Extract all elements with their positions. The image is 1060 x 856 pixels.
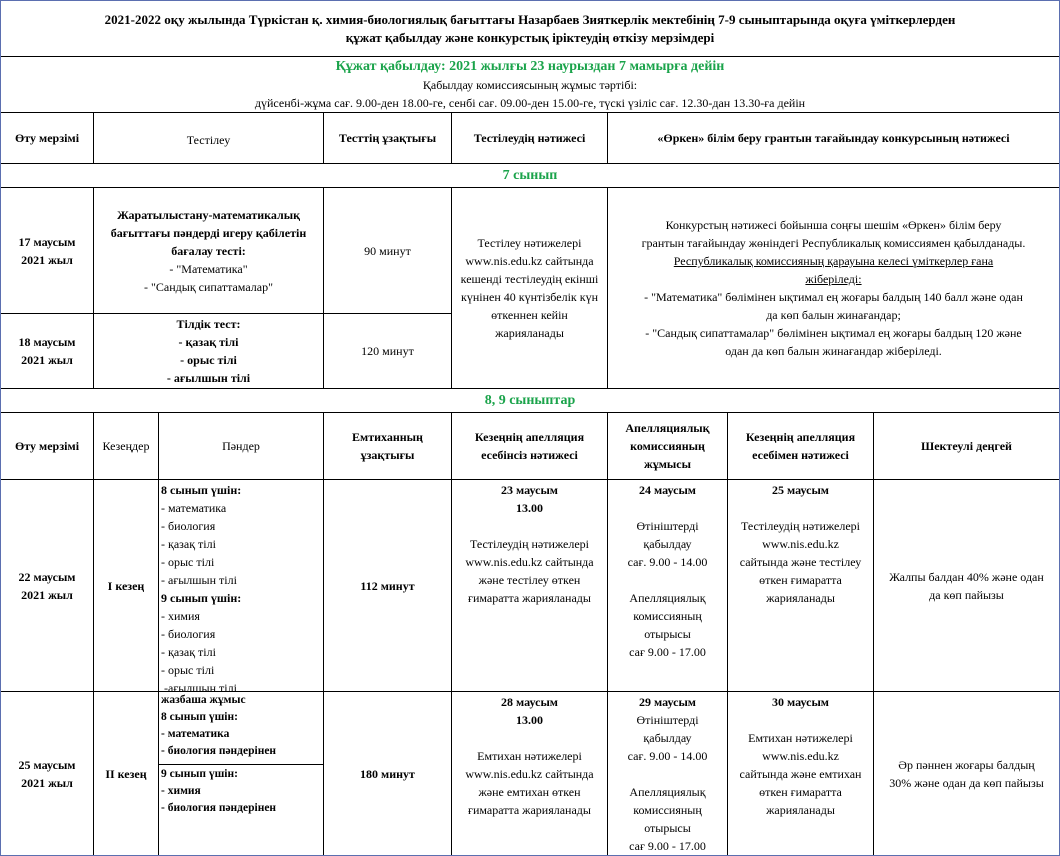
s1-appeal-line: қабылдау <box>643 537 692 551</box>
g7-row2-duration-text: 120 минут <box>361 344 414 358</box>
g7-row2-test <box>93 313 324 389</box>
s1-result2-line: www.nis.edu.kz <box>762 537 839 551</box>
s2-appeal-line: отырысы <box>644 821 691 835</box>
s2-subjects-header: жазбаша жұмыс <box>161 694 246 706</box>
s1-appeal-line: Апелляциялық <box>629 591 706 605</box>
g7-result-line: күнінен 40 күнтізбелік күн <box>460 290 598 304</box>
g7-row1-duration-text: 90 минут <box>364 243 411 258</box>
s1-result1-line: ғимаратта жарияланады <box>468 591 591 605</box>
s1-g8-item: - қазақ тілі <box>161 537 216 551</box>
g7-row2-test-item-2: - орыс тілі <box>180 353 237 367</box>
s1-g8-item: - математика <box>161 501 227 515</box>
g89-header-appeal-l2: комиссияның <box>630 439 705 453</box>
g89-header-subjects-text: Пәндер <box>222 439 260 453</box>
g7-row1-duration <box>323 187 452 314</box>
s1-result2-line: өткен ғимаратта <box>759 573 842 587</box>
g7-result-line: кешенді тестілеудің екінші <box>460 272 599 286</box>
s2-date-l2: 2021 жыл <box>21 775 73 790</box>
s2-threshold-l1: Әр пәннен жоғары балдың <box>898 757 1035 772</box>
s1-result-appeal <box>727 479 874 692</box>
g89-header-stage-text: Кезеңдер <box>102 439 150 453</box>
s2-result1-date: 28 маусым <box>501 695 558 709</box>
intake-headline: Құжат қабылдау: 2021 жылғы 23 наурыздан 7 мамырға дейін <box>335 58 725 74</box>
s1-appeal-line: комиссияның <box>633 609 702 623</box>
s1-threshold <box>873 479 1060 692</box>
g7-grant-line: - "Сандық сипаттамалар" бөлімінен ықтимал ең жоғары балдың 120 және <box>645 326 1022 340</box>
document-title <box>0 0 1060 57</box>
g89-header-result-no-appeal-l1: Кезеңнің апелляция <box>474 430 585 444</box>
g7-result-line: Тестілеу нәтижелері <box>477 236 582 250</box>
s2-result1-line: www.nis.edu.kz сайтында <box>465 767 594 781</box>
g7-grant-line: - "Математика" бөлімінен ықтимал ең жоғары балдың 140 балл және одан <box>644 290 1023 304</box>
section-grade-7-label: 7 сынып <box>502 167 558 183</box>
g89-header-appeal-l1: Апелляциялық <box>625 421 710 435</box>
s1-g9-item: - химия <box>161 609 200 623</box>
g89-header-stage <box>93 412 159 480</box>
s1-g8-item: - орыс тілі <box>161 555 215 569</box>
s1-g8-item: - биология <box>161 519 216 533</box>
g7-row1-date-l2: 2021 жыл <box>21 252 73 267</box>
title-line-1: 2021-2022 оқу жылында Түркістан қ. химия-биологиялық бағыттағы Назарбаев Зияткерлік мектебінің 7-9 сыныптарында оқуға үміткерлерден <box>104 11 956 27</box>
g7-row1-test-item-2: - "Сандық сипаттамалар" <box>144 279 273 294</box>
s2-appeal-line: Өтініштерді <box>636 713 699 727</box>
g7-grant-line: Конкурстың нәтижесі бойынша соңғы шешім «Өркен» білім беру <box>665 218 1002 232</box>
s1-date <box>0 479 94 692</box>
s2-result2-line: Емтихан нәтижелері <box>748 731 853 745</box>
s2-stage-text: ІІ кезең <box>105 766 147 781</box>
g7-header-test <box>93 112 324 164</box>
s1-appeal <box>607 479 728 692</box>
s1-result2-line: жарияланады <box>766 591 835 605</box>
g89-header-appeal <box>607 412 728 480</box>
g89-header-subjects <box>158 412 324 480</box>
s1-subjects <box>158 479 324 692</box>
g7-row1-date <box>0 187 94 314</box>
g89-header-duration-l1: Емтиханның <box>352 430 423 444</box>
s2-date <box>0 691 94 856</box>
s1-appeal-line: отырысы <box>644 627 691 641</box>
g7-grant-line-underlined: Республикалық комиссияның қарауына келесі үміткерлер ғана <box>673 254 994 268</box>
g7-header-grant-text: «Өркен» білім беру грантын тағайындау конкурсының нәтижесі <box>657 131 1010 145</box>
s1-stage-text: І кезең <box>107 578 145 593</box>
s2-result1-line: және емтихан өткен <box>478 785 581 799</box>
s1-result1-date: 23 маусым <box>501 483 558 497</box>
s1-appeal-line: Өтініштерді <box>636 519 699 533</box>
s1-date-l1: 22 маусым <box>18 569 76 584</box>
g7-header-result-text: Тестілеудің нәтижесі <box>473 131 586 145</box>
g7-row2-duration <box>323 313 452 389</box>
s2-result2-line: www.nis.edu.kz <box>762 749 839 763</box>
s1-g9-title: 9 сынып үшін: <box>161 591 242 605</box>
g7-grant-line: грантын тағайындау жөніндегі Республикалық комиссиямен қабылданады. <box>641 236 1026 250</box>
s2-g9-item: - биология пәндерінен <box>161 802 277 814</box>
intake-section <box>0 56 1060 113</box>
g7-row2-test-item-3: - ағылшын тілі <box>166 371 251 385</box>
g7-row1-test-title-l3: бағалау тесті: <box>171 243 246 258</box>
s2-result2-line: сайтында және емтихан <box>739 767 862 781</box>
s2-result1-line: ғимаратта жарияланады <box>468 803 591 817</box>
s1-result1-line: www.nis.edu.kz сайтында <box>465 555 594 569</box>
s1-stage <box>93 479 159 692</box>
s1-appeal-line: сағ 9.00 - 17.00 <box>629 645 706 659</box>
s2-g8-item: - математика <box>161 728 230 740</box>
s1-result1-line: және тестілеу өткен <box>478 573 581 587</box>
s1-result-no-appeal <box>451 479 608 692</box>
s2-g8-item: - биология пәндерінен <box>161 745 277 757</box>
s1-duration <box>323 479 452 692</box>
g7-row1-test-title-l2: бағыттағы пәндерді игеру қабілетін <box>110 225 307 240</box>
s2-result2-line: өткен ғимаратта <box>759 785 842 799</box>
s1-result2-line: сайтында және тестілеу <box>739 555 862 569</box>
section-grade-7 <box>0 163 1060 188</box>
s2-date-l1: 25 маусым <box>18 757 76 772</box>
g89-header-result-appeal <box>727 412 874 480</box>
g7-header-test-text: Тестілеу <box>186 133 231 147</box>
g89-header-threshold-text: Шектеулі деңгей <box>921 439 1012 453</box>
s2-appeal-line: сағ. 9.00 - 14.00 <box>627 749 708 763</box>
g7-row1-date-l1: 17 маусым <box>18 234 76 249</box>
g89-header-duration <box>323 412 452 480</box>
s2-result1-line: Емтихан нәтижелері <box>477 749 582 763</box>
intake-schedule-title: Қабылдау комиссиясының жұмыс тәртібі: <box>422 77 638 92</box>
s2-subjects-g8 <box>158 691 324 765</box>
g7-header-duration <box>323 112 452 164</box>
s1-result2-line: Тестілеудің нәтижелері <box>740 519 861 533</box>
s2-result-appeal <box>727 691 874 856</box>
s2-appeal <box>607 691 728 856</box>
s2-threshold <box>873 691 1060 856</box>
s1-g8-item: - ағылшын тілі <box>161 573 237 587</box>
g7-result-line: жарияланады <box>495 326 564 340</box>
g7-header-result <box>451 112 608 164</box>
s1-duration-text: 112 минут <box>360 578 415 593</box>
s1-g9-item: - қазақ тілі <box>161 645 216 659</box>
s1-result2-date: 25 маусым <box>772 483 829 497</box>
g89-header-threshold <box>873 412 1060 480</box>
g7-row2-date-l2: 2021 жыл <box>21 353 73 367</box>
g7-row2-date-l1: 18 маусым <box>18 335 76 349</box>
s2-g8-title: 8 сынып үшін: <box>161 711 238 723</box>
section-grade-8-9-label: 8, 9 сыныптар <box>484 392 576 408</box>
s2-appeal-line: сағ 9.00 - 17.00 <box>629 839 706 853</box>
g89-header-result-no-appeal-l2: есебінсіз нәтижесі <box>481 448 578 462</box>
s2-result2-line: жарияланады <box>766 803 835 817</box>
s2-subjects-g9 <box>158 764 324 856</box>
s2-appeal-line: Апелляциялық <box>629 785 706 799</box>
g89-header-date <box>0 412 94 480</box>
g7-row2-test-item-1: - қазақ тілі <box>178 335 239 349</box>
g7-row1-test-item-1: - "Математика" <box>169 261 248 276</box>
g7-row2-date <box>0 313 94 389</box>
s2-appeal-line: комиссияның <box>633 803 702 817</box>
g7-row1-test <box>93 187 324 314</box>
s1-appeal-line: сағ. 9.00 - 14.00 <box>627 555 708 569</box>
s1-threshold-l2: да көп пайызы <box>929 587 1004 602</box>
s1-g9-item: -ағылшын тілі <box>161 681 237 692</box>
s2-g9-title: 9 сынып үшін: <box>161 768 238 780</box>
g7-result-line: www.nis.edu.kz сайтында <box>465 254 594 268</box>
g7-grant-line-underlined: жіберіледі: <box>805 272 862 286</box>
s1-g9-item: - биология <box>161 627 216 641</box>
s1-result1-time: 13.00 <box>516 501 543 515</box>
s2-appeal-line: қабылдау <box>643 731 692 745</box>
g7-header-duration-text: Тесттің ұзақтығы <box>338 131 437 145</box>
g7-result-line: өткеннен кейін <box>491 308 568 322</box>
g7-row1-test-title-l1: Жаратылыстану-математикалық <box>116 207 301 222</box>
title-line-2: құжат қабылдау және конкурстық іріктеудің өткізу мерзімдері <box>345 29 715 45</box>
s2-duration <box>323 691 452 856</box>
g89-header-duration-l2: ұзақтығы <box>360 448 415 462</box>
section-grade-8-9 <box>0 388 1060 413</box>
g7-grant-line: да көп балын жинағандар; <box>766 308 901 322</box>
g7-grant-line: одан да көп балын жинағандар жіберіледі. <box>725 344 942 358</box>
g89-header-appeal-l3: жұмысы <box>644 457 691 471</box>
s2-appeal-date: 29 маусым <box>639 695 696 709</box>
g89-header-result-no-appeal <box>451 412 608 480</box>
s2-duration-text: 180 минут <box>360 766 415 781</box>
g7-result-cell <box>451 187 608 389</box>
s1-date-l2: 2021 жыл <box>21 587 73 602</box>
g89-header-result-appeal-l1: Кезеңнің апелляция <box>745 430 856 444</box>
g7-header-grant <box>607 112 1060 164</box>
s1-appeal-date: 24 маусым <box>639 483 696 497</box>
g89-header-result-appeal-l2: есебімен нәтижесі <box>752 448 849 462</box>
s2-stage <box>93 691 159 856</box>
s2-result-no-appeal <box>451 691 608 856</box>
s2-threshold-l2: 30% және одан да көп пайызы <box>889 775 1044 790</box>
g7-header-date-text: Өту мерзімі <box>14 131 80 145</box>
s2-result2-date: 30 маусым <box>772 695 829 709</box>
s1-g9-item: - орыс тілі <box>161 663 215 677</box>
s1-result1-line: Тестілеудің нәтижелері <box>469 537 590 551</box>
g89-header-date-text: Өту мерзімі <box>14 439 80 453</box>
s1-threshold-l1: Жалпы балдан 40% және одан <box>889 569 1044 584</box>
s2-result1-time: 13.00 <box>516 713 543 727</box>
g7-row2-test-title: Тілдік тест: <box>176 317 241 331</box>
intake-schedule-text: дүйсенбі-жұма сағ. 9.00-ден 18.00-ге, сенбі сағ. 09.00-ден 15.00-ге, түскі үзіліс сағ. 12.30-дан 13.30-ға дейін <box>254 95 806 110</box>
s1-g8-title: 8 сынып үшін: <box>161 483 242 497</box>
s2-g9-item: - химия <box>161 785 201 797</box>
g7-grant-cell <box>607 187 1060 389</box>
g7-header-date <box>0 112 94 164</box>
